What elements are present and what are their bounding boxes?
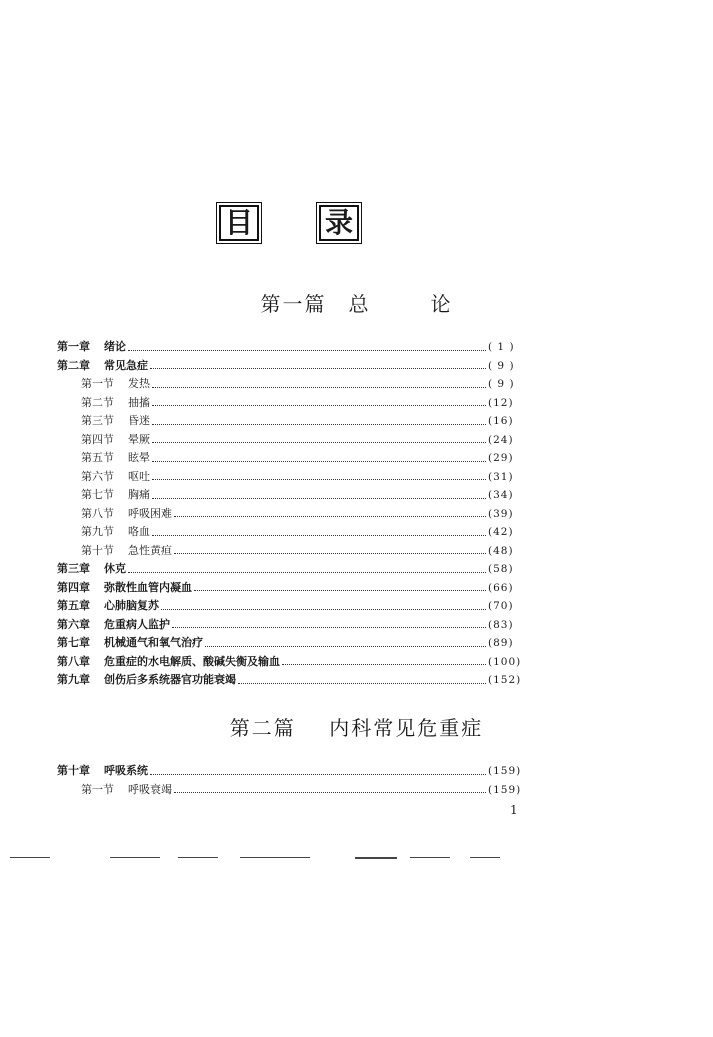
entry-page: (100): [488, 655, 522, 668]
entry-title: 呼吸困难: [128, 506, 172, 520]
entry-number: 第三节: [81, 414, 114, 427]
entry-title: 眩晕: [128, 451, 150, 464]
entry-title: 常见急症: [104, 358, 148, 372]
toc-section-row: [57, 781, 522, 800]
entry-number: 第三章: [57, 562, 90, 575]
entry-number: 第八章: [57, 654, 90, 668]
entry-title: 发热: [128, 377, 150, 390]
dot-leader: [152, 405, 486, 406]
dot-leader: [150, 774, 486, 775]
entry-number: 第十章: [57, 764, 90, 777]
entry-title: 危重病人监护: [104, 617, 170, 631]
dot-leader: [152, 498, 486, 499]
entry-title: 晕厥: [128, 432, 150, 446]
part-1-title-b: 论: [430, 292, 453, 316]
toc-title: [0, 205, 713, 245]
entry-title: 心肺脑复苏: [104, 599, 159, 612]
dot-leader: [152, 479, 486, 480]
entry-page: (70): [488, 600, 514, 612]
title-char-1: 目: [219, 205, 259, 241]
part-2-number: 第二篇: [229, 716, 296, 740]
dot-leader: [174, 553, 486, 554]
entry-title: 急性黄疸: [128, 543, 172, 557]
part-2-heading: [0, 712, 713, 741]
entry-page: (58): [488, 563, 514, 575]
toc-chapter-row: [57, 560, 522, 579]
entry-title: 呼吸系统: [104, 764, 148, 777]
entry-number: 第六章: [57, 617, 90, 631]
entry-page: ( 1 ): [488, 341, 515, 353]
dot-leader: [152, 387, 486, 388]
entry-page: (24): [488, 433, 514, 446]
toc-part-1-list: [57, 338, 522, 690]
toc-chapter-row: [57, 357, 522, 376]
entry-title: 抽搐: [128, 395, 150, 409]
scan-artifact: [410, 857, 450, 858]
entry-title: 呕吐: [128, 469, 150, 483]
dot-leader: [152, 442, 486, 443]
toc-chapter-row: [57, 671, 522, 690]
toc-chapter-row: [57, 634, 522, 653]
entry-number: 第二节: [81, 395, 114, 409]
entry-page: (152): [488, 674, 522, 686]
entry-page: (89): [488, 637, 514, 649]
toc-section-row: [57, 505, 522, 524]
entry-title: 咯血: [128, 525, 150, 538]
entry-page: (31): [488, 470, 514, 483]
toc-chapter-row: [57, 616, 522, 635]
title-char-2: 录: [319, 205, 359, 241]
entry-title: 绪论: [104, 340, 126, 353]
dot-leader: [205, 646, 486, 647]
dot-leader: [128, 572, 486, 573]
entry-page: ( 9 ): [488, 378, 515, 390]
entry-page: (66): [488, 581, 514, 594]
entry-number: 第一节: [81, 782, 114, 796]
scan-artifact: [10, 857, 50, 858]
entry-number: 第四节: [81, 432, 114, 446]
entry-page: (159): [488, 765, 522, 777]
entry-page: (159): [488, 783, 522, 796]
entry-number: 第五节: [81, 451, 114, 464]
entry-number: 第七章: [57, 636, 90, 649]
dot-leader: [152, 535, 486, 536]
toc-section-row: [57, 412, 522, 431]
entry-title: 机械通气和氧气治疗: [104, 636, 203, 649]
dot-leader: [174, 792, 486, 793]
entry-number: 第二章: [57, 358, 90, 372]
part-1-heading: [0, 288, 713, 317]
dot-leader: [194, 590, 486, 591]
entry-number: 第七节: [81, 488, 114, 501]
dot-leader: [152, 461, 486, 462]
toc-part-2-list: [57, 762, 522, 799]
toc-section-row: [57, 486, 522, 505]
page-number: 1: [510, 803, 518, 817]
entry-number: 第五章: [57, 599, 90, 612]
entry-number: 第九章: [57, 673, 90, 686]
scan-artifact: [178, 857, 218, 858]
toc-section-row: [57, 375, 522, 394]
entry-title: 休克: [104, 562, 126, 575]
entry-number: 第八节: [81, 506, 114, 520]
entry-number: 第四章: [57, 580, 90, 594]
entry-title: 弥散性血管内凝血: [104, 580, 192, 594]
toc-section-row: [57, 431, 522, 450]
dot-leader: [161, 609, 486, 610]
entry-title: 创伤后多系统器官功能衰竭: [104, 673, 236, 686]
entry-page: ( 9 ): [488, 359, 515, 372]
entry-page: (83): [488, 618, 514, 631]
entry-title: 昏迷: [128, 414, 150, 427]
dot-leader: [174, 516, 486, 517]
entry-number: 第十节: [81, 543, 114, 557]
entry-number: 第六节: [81, 469, 114, 483]
toc-chapter-row: [57, 579, 522, 598]
scan-artifact: [470, 857, 500, 858]
toc-chapter-row: [57, 597, 522, 616]
dot-leader: [172, 627, 486, 628]
part-2-title: 内科常见危重症: [329, 716, 484, 740]
toc-section-row: [57, 394, 522, 413]
entry-page: (16): [488, 415, 514, 427]
dot-leader: [238, 683, 486, 684]
entry-number: 第一章: [57, 340, 90, 353]
toc-section-row: [57, 468, 522, 487]
part-1-number: 第一篇: [260, 292, 327, 316]
dot-leader: [150, 368, 486, 369]
toc-chapter-row: [57, 762, 522, 781]
entry-title: 危重症的水电解质、酸碱失衡及输血: [104, 654, 280, 668]
entry-page: (34): [488, 489, 514, 501]
dot-leader: [282, 664, 486, 665]
entry-number: 第一节: [81, 377, 114, 390]
entry-page: (29): [488, 452, 514, 464]
toc-chapter-row: [57, 338, 522, 357]
scan-artifact: [110, 857, 160, 858]
entry-page: (12): [488, 396, 514, 409]
scan-artifact: [240, 857, 310, 858]
entry-page: (48): [488, 544, 514, 557]
toc-section-row: [57, 523, 522, 542]
dot-leader: [152, 424, 486, 425]
entry-page: (42): [488, 526, 514, 538]
part-1-title-a: 总: [348, 292, 371, 316]
toc-chapter-row: [57, 653, 522, 672]
toc-section-row: [57, 542, 522, 561]
dot-leader: [128, 350, 486, 351]
entry-title: 呼吸衰竭: [128, 782, 172, 796]
entry-page: (39): [488, 507, 514, 520]
entry-title: 胸痛: [128, 488, 150, 501]
entry-number: 第九节: [81, 525, 114, 538]
toc-section-row: [57, 449, 522, 468]
scan-artifact: [355, 857, 397, 859]
